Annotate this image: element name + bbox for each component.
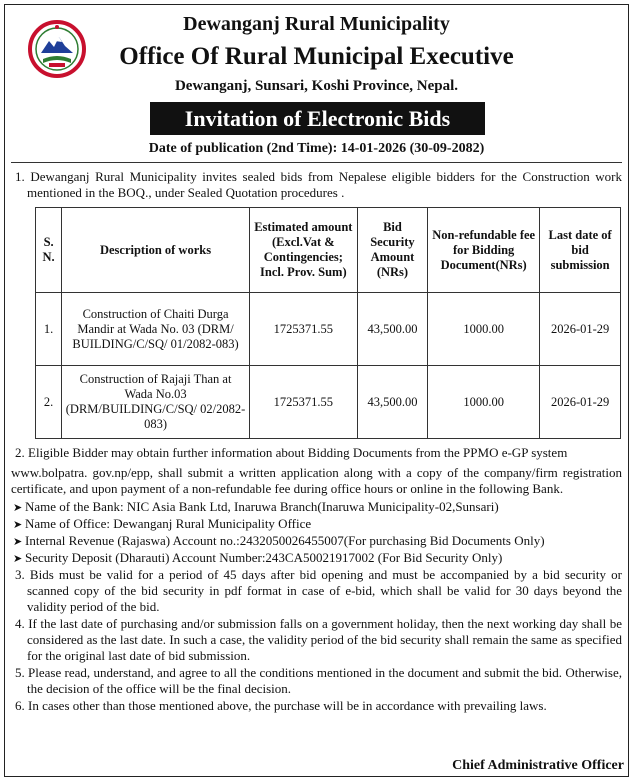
paragraph-3: 3. Bids must be valid for a period of 45 days after bid opening and must be accompanied by a bid security or scanned copy of the bid security in pdf format in case of e-bid, which shall be valid for 30 days beyond the validity period of the bid. xyxy=(15,567,622,614)
col-lastdate-header: Last date of bid submission xyxy=(540,208,621,293)
paragraph-6: 6. In cases other than those mentioned above, the purchase will be in accordance with prevailing laws. xyxy=(15,698,547,713)
bullet-bank xyxy=(11,499,622,516)
bullet-security-text: Security Deposit (Dharauti) Account Number:243CA50021917002 (For Bid Security Only) xyxy=(25,550,503,565)
col-desc-header: Description of works xyxy=(62,208,250,293)
col-amount-header: Estimated amount (Excl.Vat & Contingencies; Incl. Prov. Sum) xyxy=(249,208,357,293)
col-sn-header: S. N. xyxy=(36,208,62,293)
paragraph-4: 4. If the last date of purchasing and/or submission falls on a government holiday, then the next working day shall be considered as the last date. In such a case, the validity period of the bid security shall remain the same as specified for the original last date of bid submission. xyxy=(15,616,622,663)
notice-body xyxy=(11,165,622,714)
bullet-security-account xyxy=(11,550,622,567)
paragraph-2: 2. Eligible Bidder may obtain further information about Bidding Documents from the PPMO e-GP system xyxy=(15,445,568,460)
paragraph-5: 5. Please read, understand, and agree to all the conditions mentioned in the document and submit the bid. Otherwise, the decision of the office will be the final decision. xyxy=(15,665,622,696)
notice-frame xyxy=(4,4,629,777)
signatory-title: Chief Administrative Officer xyxy=(452,758,624,773)
arrow-bullet-icon: ➤ xyxy=(13,536,23,548)
cell-security: 43,500.00 xyxy=(357,293,427,366)
bullet-bank-text: Name of the Bank: NIC Asia Bank Ltd, Inaruwa Branch(Inaruwa Municipality-02,Sunsari) xyxy=(25,499,499,514)
notice-header xyxy=(5,5,628,155)
cell-fee: 1000.00 xyxy=(428,293,540,366)
office-address: Dewanganj, Sunsari, Koshi Province, Nepal. xyxy=(174,78,459,94)
office-name: Office Of Rural Municipal Executive xyxy=(119,43,514,70)
cell-lastdate: 2026-01-29 xyxy=(540,293,621,366)
cell-amount: 1725371.55 xyxy=(249,366,357,439)
col-fee-header: Non-refundable fee for Bidding Document(NRs) xyxy=(428,208,540,293)
arrow-bullet-icon: ➤ xyxy=(13,553,23,565)
col-security-header: Bid Security Amount (NRs) xyxy=(357,208,427,293)
cell-desc: Construction of Rajaji Than at Wada No.03 (DRM/BUILDING/C/SQ/ 02/2082-083) xyxy=(62,366,250,439)
boq-table xyxy=(35,207,621,439)
cell-fee: 1000.00 xyxy=(428,366,540,439)
paragraph-1: 1. Dewanganj Rural Municipality invites sealed bids from Nepalese eligible bidders for the Construction work mentioned in the BOQ., under Sealed Quotation procedures . xyxy=(15,169,622,200)
arrow-bullet-icon: ➤ xyxy=(13,519,23,531)
municipality-name: Dewanganj Rural Municipality xyxy=(183,13,450,35)
table-header-row xyxy=(36,208,621,293)
header-divider xyxy=(11,162,622,163)
cell-sn: 1. xyxy=(36,293,62,366)
table-row xyxy=(36,293,621,366)
paragraph-2-continued: www.bolpatra. gov.np/epp, shall submit a written application along with a copy of the company/firm registration certificate, and upon payment of a non-refundable fee during office hours or online in the following Bank. xyxy=(11,465,622,496)
notice-title-banner: Invitation of Electronic Bids xyxy=(150,102,485,135)
bullet-office xyxy=(11,516,622,533)
publication-date: Date of publication (2nd Time): 14-01-2026 (30-09-2082) xyxy=(148,141,485,156)
table-row xyxy=(36,366,621,439)
bullet-revenue-text: Internal Revenue (Rajaswa) Account no.:2432050026455007(For purchasing Bid Documents Only) xyxy=(25,533,545,548)
cell-sn: 2. xyxy=(36,366,62,439)
cell-lastdate: 2026-01-29 xyxy=(540,366,621,439)
arrow-bullet-icon: ➤ xyxy=(13,502,23,514)
cell-amount: 1725371.55 xyxy=(249,293,357,366)
cell-desc: Construction of Chaiti Durga Mandir at Wada No. 03 (DRM/ BUILDING/C/SQ/ 01/2082-083) xyxy=(62,293,250,366)
cell-security: 43,500.00 xyxy=(357,366,427,439)
bullet-revenue-account xyxy=(11,533,622,550)
bullet-office-text: Name of Office: Dewanganj Rural Municipality Office xyxy=(25,516,312,531)
